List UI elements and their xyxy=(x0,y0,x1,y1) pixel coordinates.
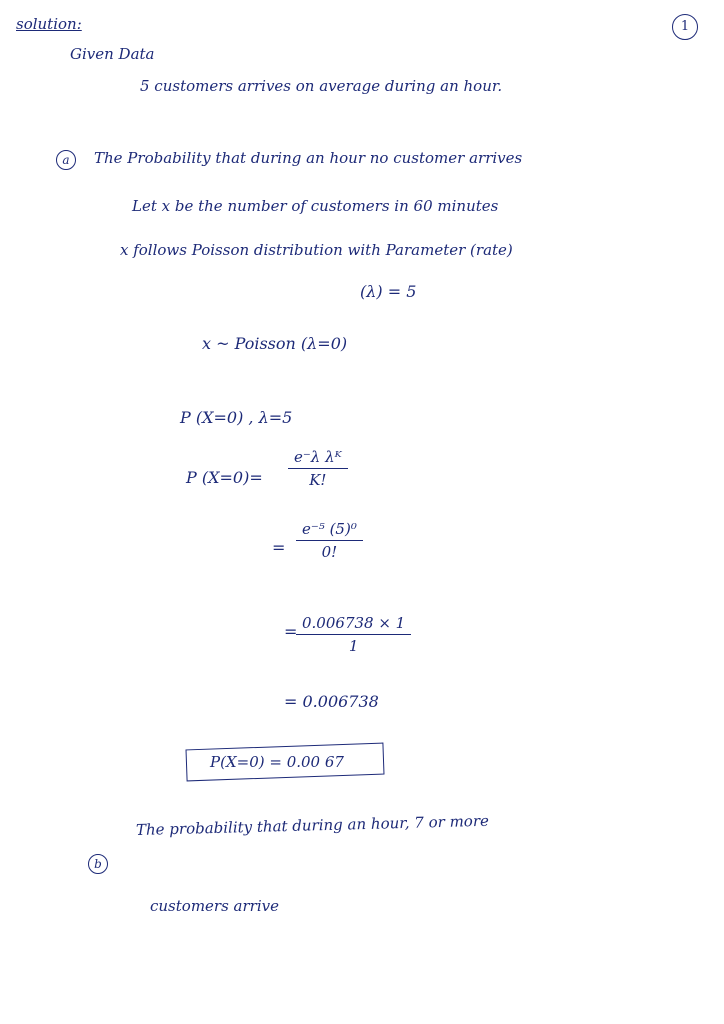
part-b-question-line-1: The probability that during an hour, 7 or more xyxy=(135,811,490,839)
fraction-numerator: e⁻⁵ (5)⁰ xyxy=(302,520,357,538)
work-step-4-equals: = xyxy=(284,622,298,641)
work-step-1: P (X=0) , λ=5 xyxy=(180,408,293,427)
part-a-question: The Probability that during an hour no customer arrives xyxy=(94,149,523,167)
work-step-3-equals: = xyxy=(272,538,286,557)
fraction-denominator: 1 xyxy=(348,637,359,655)
lambda-definition: (λ) = 5 xyxy=(360,282,417,301)
solution-label: solution: xyxy=(16,15,82,33)
let-x-definition: Let x be the number of customers in 60 minutes xyxy=(132,197,499,215)
fraction-denominator: K! xyxy=(309,471,327,489)
fraction-numerator: e⁻λ λᴷ xyxy=(294,448,342,466)
page-number-badge: 1 xyxy=(672,14,698,40)
problem-statement: 5 customers arrives on average during an hour. xyxy=(140,77,503,95)
work-step-3-fraction xyxy=(296,520,363,561)
work-step-2-lhs: P (X=0)= xyxy=(186,468,263,487)
fraction-denominator: 0! xyxy=(321,543,338,561)
part-b-marker: b xyxy=(88,854,108,874)
x-distribution: x ~ Poisson (λ=0) xyxy=(202,334,348,353)
part-b-question-line-2: customers arrive xyxy=(150,897,279,915)
poisson-follows-line: x follows Poisson distribution with Parameter (rate) xyxy=(120,241,513,259)
work-step-4-fraction xyxy=(296,614,411,655)
part-a-marker: a xyxy=(56,150,76,170)
work-step-5: = 0.006738 xyxy=(284,692,379,711)
fraction-numerator: 0.006738 × 1 xyxy=(302,614,406,632)
given-data-heading: Given Data xyxy=(70,45,155,63)
final-answer: P(X=0) = 0.00 67 xyxy=(210,753,344,771)
work-step-2-fraction xyxy=(288,448,348,489)
